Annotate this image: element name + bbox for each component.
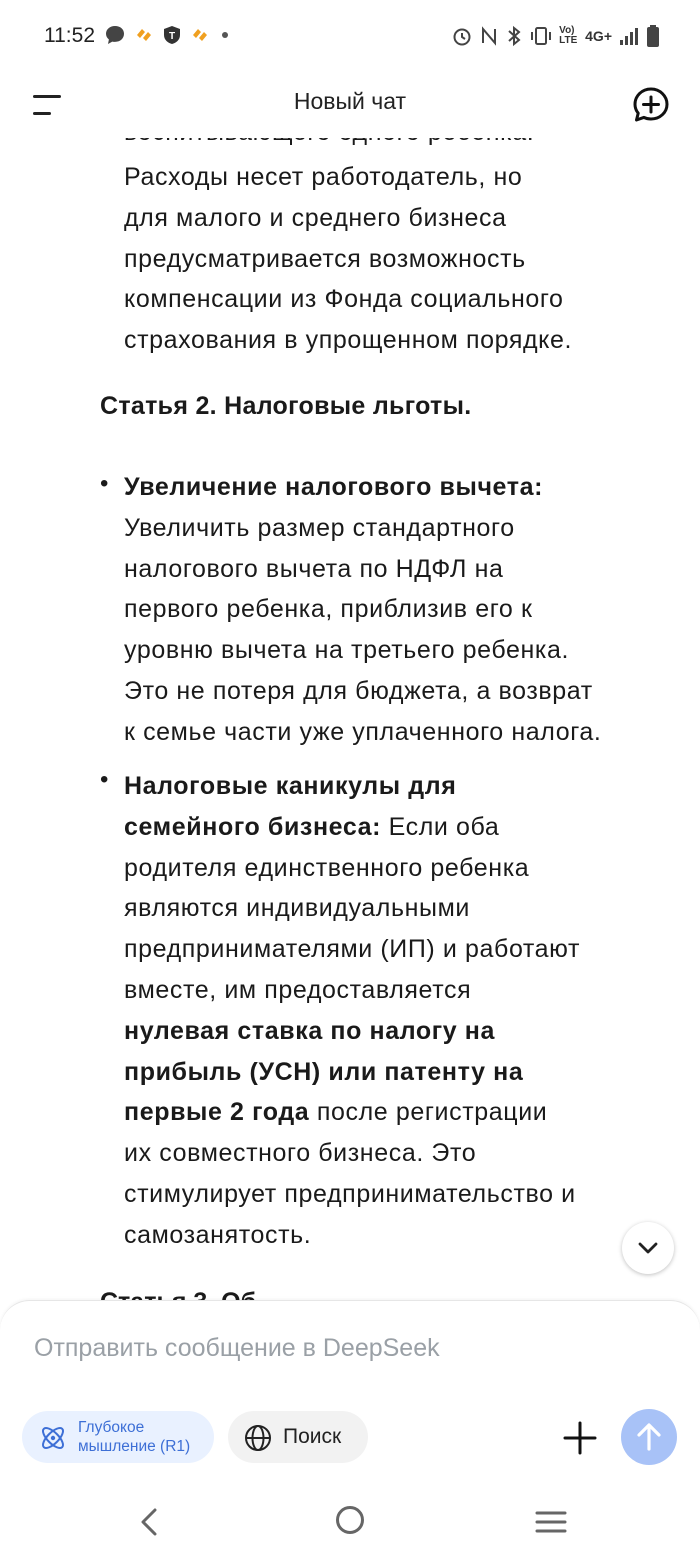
text-line: для малого и среднего бизнеса	[124, 203, 507, 232]
message-input-panel	[0, 1300, 700, 1491]
text-line	[124, 1092, 684, 1133]
text-line: родителя единственного ребенка	[124, 853, 530, 882]
text-fragment-bold: первые 2 года	[124, 1098, 310, 1127]
text-line: налогового вычета по НДФЛ на	[124, 554, 504, 583]
search-label: Поиск	[283, 1425, 342, 1448]
send-button[interactable]	[621, 1409, 677, 1465]
globe-icon	[244, 1424, 272, 1452]
search-toggle[interactable]	[228, 1411, 368, 1463]
text-line: являются индивидуальными	[124, 894, 470, 923]
text-line: Это не потеря для бюджета, а возврат	[124, 676, 593, 705]
text-line: уровню вычета на третьего ребенка.	[124, 636, 570, 665]
system-nav-bar	[0, 1490, 700, 1556]
home-icon[interactable]	[334, 1504, 366, 1536]
text-fragment: после регистрации	[309, 1098, 548, 1127]
back-icon[interactable]	[136, 1506, 162, 1538]
message-input[interactable]: Отправить сообщение в DeepSeek	[34, 1334, 440, 1362]
text-line: вместе, им предоставляется	[124, 975, 472, 1004]
list-item-tax-holidays	[124, 766, 684, 1256]
chevron-down-icon	[635, 1235, 661, 1261]
volte-label: Vo) LTE	[559, 25, 578, 46]
deep-think-toggle[interactable]	[22, 1411, 214, 1463]
text-fragment: Если оба	[381, 812, 500, 841]
text-line: к семье части уже уплаченного налога.	[124, 717, 602, 746]
text-line: Расходы несет работодатель, но	[124, 163, 523, 191]
list-item-title-cont: семейного бизнеса:	[124, 812, 382, 841]
text-line: страхования в упрощенном порядке.	[124, 326, 573, 355]
text-line: предпринимателями (ИП) и работают	[124, 935, 581, 964]
deep-think-label-line: Глубокое	[78, 1419, 145, 1436]
list-item-tax-deduction	[124, 467, 684, 753]
arrow-up-icon	[621, 1409, 677, 1465]
network-label: 4G+	[585, 28, 612, 44]
page-title: Новый чат	[293, 88, 407, 114]
text-line: стимулирует предпринимательство и	[124, 1179, 576, 1208]
atom-icon	[38, 1423, 68, 1453]
text-line	[124, 807, 684, 848]
section-heading-article-2: Статья 2. Налоговые льготы.	[100, 392, 472, 420]
text-line-bold: прибыль (УСН) или патенту на	[124, 1057, 524, 1086]
status-time: 11:52	[44, 24, 95, 47]
deep-think-label-line: мышление (R1)	[78, 1438, 191, 1455]
bullet-marker: •	[100, 766, 109, 793]
attach-plus-button[interactable]	[560, 1418, 600, 1458]
new-chat-icon[interactable]	[632, 86, 670, 124]
text-line: первого ребенка, приблизив его к	[124, 595, 533, 624]
text-line: предусматривается возможность	[124, 244, 526, 273]
paragraph-compensation	[124, 157, 684, 361]
svg-text:T: T	[168, 31, 176, 42]
text-line: самозанятость.	[124, 1220, 312, 1249]
scroll-to-bottom-button[interactable]	[622, 1222, 674, 1274]
list-item-title: Налоговые каникулы для	[124, 772, 457, 800]
text-line: Увеличить размер стандартного	[124, 513, 515, 542]
app-header	[0, 72, 700, 138]
bullet-marker: •	[100, 470, 109, 497]
text-line-bold: нулевая ставка по налогу на	[124, 1016, 495, 1045]
recent-apps-icon[interactable]	[534, 1508, 568, 1536]
deep-think-label	[78, 1418, 190, 1456]
text-line: компенсации из Фонда социального	[124, 285, 564, 314]
text-line: их совместного бизнеса. Это	[124, 1139, 477, 1168]
list-item-title: Увеличение налогового вычета:	[124, 473, 543, 501]
